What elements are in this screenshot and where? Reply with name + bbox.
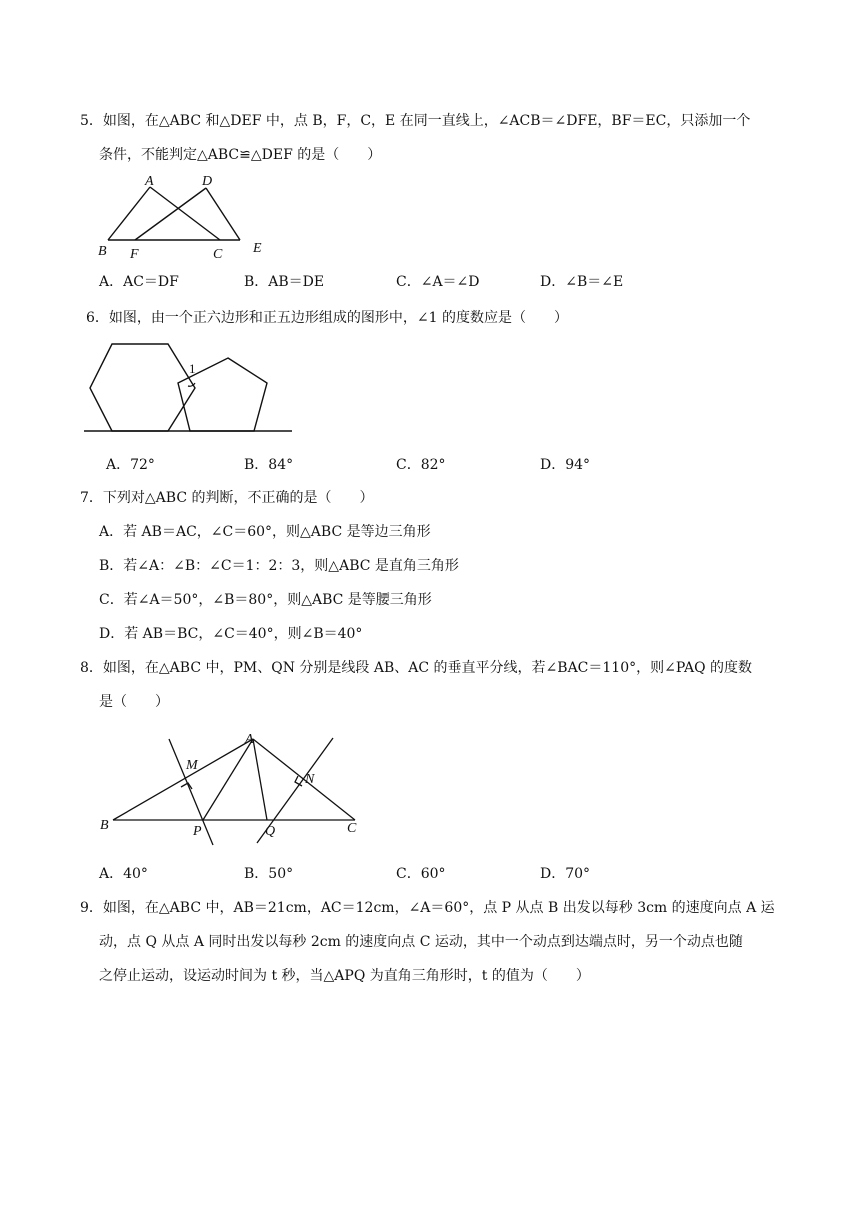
label-F: F <box>130 247 139 262</box>
bisector-PM <box>169 739 213 845</box>
side-DE <box>206 188 240 240</box>
label-B: B <box>98 244 107 259</box>
q9-stem-line1: 9．如图，在△ABC 中，AB＝21cm，AC＝12cm，∠A＝60°，点 P 从点 B 出发以每秒 3cm 的速度向点 A 运 <box>80 900 775 916</box>
q8-stem-line1: 8．如图，在△ABC 中，PM、QN 分别是线段 AB、AC 的垂直平分线，若∠BAC＝110°，则∠PAQ 的度数 <box>80 660 753 676</box>
q6-option-b: B．84° <box>244 457 294 473</box>
q5-option-c: C．∠A＝∠D <box>396 274 480 290</box>
label-C: C <box>347 821 357 836</box>
q8-figure <box>95 725 375 850</box>
label-B: B <box>100 818 109 833</box>
segment-QA <box>253 739 267 820</box>
q5-stem-line2: 条件，不能判定△ABC≌△DEF 的是（ ） <box>99 147 382 163</box>
q9-stem-line3: 之停止运动，设运动时间为 t 秒，当△APQ 为直角三角形时，t 的值为（ ） <box>99 968 590 984</box>
q5-figure <box>90 170 280 265</box>
label-A: A <box>245 732 254 747</box>
q7-option-b: B．若∠A：∠B：∠C＝1：2：3，则△ABC 是直角三角形 <box>99 558 459 574</box>
side-FD <box>135 188 206 240</box>
label-P: P <box>193 824 202 839</box>
label-A: A <box>145 174 154 189</box>
q8-option-a: A．40° <box>99 866 148 882</box>
q8-stem-line2: 是（ ） <box>99 694 169 710</box>
q8-option-c: C．60° <box>396 866 446 882</box>
q5-option-d: D．∠B＝∠E <box>540 274 624 290</box>
q8-option-d: D．70° <box>540 866 591 882</box>
q6-option-a: A．72° <box>106 457 155 473</box>
q7-stem: 7．下列对△ABC 的判断，不正确的是（ ） <box>80 490 374 506</box>
q6-option-c: C．82° <box>396 457 446 473</box>
side-BA <box>108 187 150 240</box>
q7-option-a: A．若 AB＝AC，∠C＝60°，则△ABC 是等边三角形 <box>99 524 431 540</box>
q7-option-c: C．若∠A＝50°，∠B＝80°，则△ABC 是等腰三角形 <box>99 592 432 608</box>
label-E: E <box>253 241 262 256</box>
segment-PA <box>203 739 253 820</box>
q9-stem-line2: 动，点 Q 从点 A 同时出发以每秒 2cm 的速度向点 C 运动，其中一个动点到达端点时，另一个动点也随 <box>99 934 743 950</box>
q6-stem: 6．如图，由一个正六边形和正五边形组成的图形中，∠1 的度数应是（ ） <box>86 310 568 326</box>
label-Q: Q <box>265 824 276 839</box>
label-D: D <box>202 174 213 189</box>
q5-stem-line1: 5．如图，在△ABC 和△DEF 中，点 B，F，C，E 在同一直线上，∠ACB＝∠DFE，BF＝EC，只添加一个 <box>80 113 751 129</box>
right-angle-M <box>181 783 192 789</box>
q6-figure <box>80 338 300 438</box>
label-C: C <box>213 247 223 262</box>
q8-option-b: B．50° <box>244 866 294 882</box>
label-N: N <box>305 772 315 787</box>
side-BA <box>113 739 253 820</box>
side-AC <box>253 739 355 820</box>
q5-option-b: B．AB＝DE <box>244 274 325 290</box>
q5-option-a: A．AC＝DF <box>99 274 179 290</box>
q7-option-d: D．若 AB＝BC，∠C＝40°，则∠B＝40° <box>99 626 363 642</box>
q6-option-d: D．94° <box>540 457 591 473</box>
label-angle-1: 1 <box>189 361 196 376</box>
label-M: M <box>186 758 198 773</box>
side-AC <box>150 187 220 240</box>
